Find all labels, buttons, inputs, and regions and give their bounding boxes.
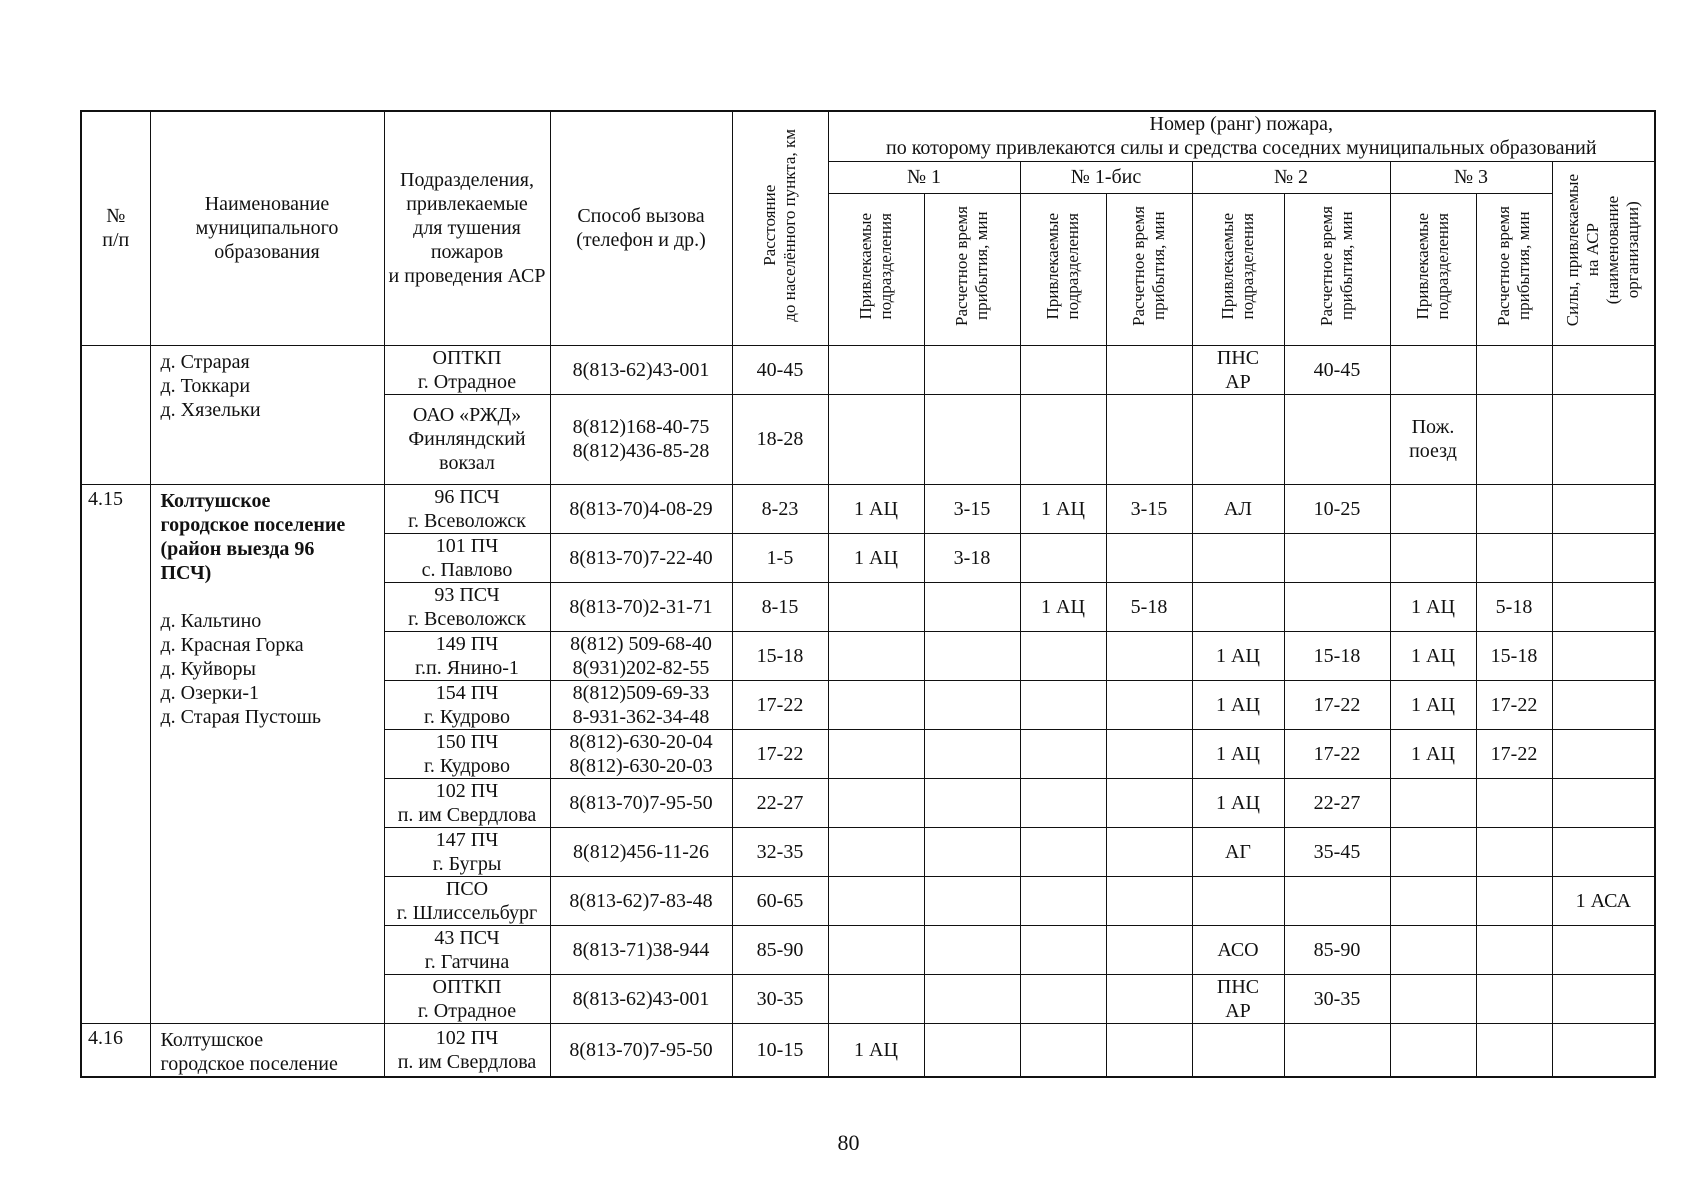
distance-cell: 17-22 bbox=[732, 680, 828, 729]
rank1-unit-cell bbox=[828, 925, 924, 974]
rank1-unit-cell bbox=[828, 974, 924, 1023]
header-units: Подразделения, привлекаемые для тушения пожаров и проведения АСР bbox=[384, 111, 550, 345]
unit-cell: 150 ПЧ г. Кудрово bbox=[384, 729, 550, 778]
phone-cell: 8(813-62)7-83-48 bbox=[550, 876, 732, 925]
asr-cell bbox=[1552, 394, 1655, 484]
asr-cell: 1 АСА bbox=[1552, 876, 1655, 925]
rank2-unit-cell: ПНС АР bbox=[1192, 974, 1284, 1023]
rank3-unit-cell: 1 АЦ bbox=[1390, 582, 1476, 631]
phone-cell: 8(812)168-40-75 8(812)436-85-28 bbox=[550, 394, 732, 484]
rank2-time-cell: 17-22 bbox=[1284, 729, 1390, 778]
sub-time-cell bbox=[1476, 193, 1552, 345]
distance-cell: 17-22 bbox=[732, 729, 828, 778]
rank1-time-cell bbox=[924, 778, 1020, 827]
rank2-unit-cell bbox=[1192, 533, 1284, 582]
distance-cell: 85-90 bbox=[732, 925, 828, 974]
header-asr-cell bbox=[1552, 161, 1655, 345]
rank1-unit-cell bbox=[828, 345, 924, 394]
header-rank-title: Номер (ранг) пожара, по которому привлекаются силы и средства соседних муниципальных образований bbox=[828, 111, 1655, 161]
rank1bis-time-cell: 5-18 bbox=[1106, 582, 1192, 631]
rank-1: № 1 bbox=[828, 161, 1020, 193]
rank3-unit-cell bbox=[1390, 925, 1476, 974]
header-asr: Силы, привлекаемые на АСР (наименование организации) bbox=[1563, 173, 1643, 327]
sub-units-cell bbox=[1390, 193, 1476, 345]
rank1bis-unit-cell bbox=[1020, 729, 1106, 778]
rank3-unit-cell bbox=[1390, 827, 1476, 876]
rank3-unit-cell bbox=[1390, 974, 1476, 1023]
phone-cell: 8(812)456-11-26 bbox=[550, 827, 732, 876]
rank3-time-cell bbox=[1476, 925, 1552, 974]
rank2-unit-cell: 1 АЦ bbox=[1192, 729, 1284, 778]
rank1bis-unit-cell bbox=[1020, 876, 1106, 925]
rank1bis-time-cell bbox=[1106, 1023, 1192, 1077]
unit-cell: 96 ПСЧ г. Всеволожск bbox=[384, 484, 550, 533]
distance-cell: 18-28 bbox=[732, 394, 828, 484]
rank2-unit-cell bbox=[1192, 394, 1284, 484]
asr-cell bbox=[1552, 484, 1655, 533]
asr-cell bbox=[1552, 533, 1655, 582]
rank3-time-cell bbox=[1476, 394, 1552, 484]
sub-time-cell bbox=[924, 193, 1020, 345]
rank1-unit-cell bbox=[828, 827, 924, 876]
unit-cell: 147 ПЧ г. Бугры bbox=[384, 827, 550, 876]
rank1bis-unit-cell bbox=[1020, 631, 1106, 680]
unit-cell: 102 ПЧ п. им Свердлова bbox=[384, 1023, 550, 1077]
rank1bis-unit-cell bbox=[1020, 778, 1106, 827]
rank1-time-cell: 3-18 bbox=[924, 533, 1020, 582]
rank1bis-unit-cell: 1 АЦ bbox=[1020, 582, 1106, 631]
rank1bis-unit-cell bbox=[1020, 827, 1106, 876]
header-name: Наименование муниципального образования bbox=[150, 111, 384, 345]
unit-cell: ОПТКП г. Отрадное bbox=[384, 345, 550, 394]
phone-cell: 8(813-70)7-95-50 bbox=[550, 1023, 732, 1077]
rank1bis-unit-cell bbox=[1020, 533, 1106, 582]
rank1bis-time-cell bbox=[1106, 394, 1192, 484]
rank2-time-cell bbox=[1284, 533, 1390, 582]
asr-cell bbox=[1552, 631, 1655, 680]
asr-cell bbox=[1552, 729, 1655, 778]
rank2-time-cell: 35-45 bbox=[1284, 827, 1390, 876]
rank2-unit-cell: ПНС АР bbox=[1192, 345, 1284, 394]
rank3-time-cell bbox=[1476, 778, 1552, 827]
rank3-unit-cell: 1 АЦ bbox=[1390, 680, 1476, 729]
unit-cell: 101 ПЧ с. Павлово bbox=[384, 533, 550, 582]
sub-time: Расчетное время прибытия, мин bbox=[1317, 206, 1356, 326]
header-num: № п/п bbox=[81, 111, 150, 345]
header-call: Способ вызова (телефон и др.) bbox=[550, 111, 732, 345]
sub-time-cell bbox=[1106, 193, 1192, 345]
table-row bbox=[81, 1023, 1655, 1077]
rank1-unit-cell bbox=[828, 582, 924, 631]
unit-cell: 102 ПЧ п. им Свердлова bbox=[384, 778, 550, 827]
rank1bis-unit-cell bbox=[1020, 680, 1106, 729]
table-header bbox=[81, 111, 1655, 345]
settlement-list: д. Кальтино д. Красная Горка д. Куйворы д. Озерки-1 д. Старая Пустошь bbox=[160, 609, 322, 728]
rank1-time-cell bbox=[924, 925, 1020, 974]
row-number-cell bbox=[81, 345, 150, 484]
phone-cell: 8(813-70)4-08-29 bbox=[550, 484, 732, 533]
rank1-time-cell bbox=[924, 876, 1020, 925]
rank2-time-cell: 15-18 bbox=[1284, 631, 1390, 680]
rank2-unit-cell: АГ bbox=[1192, 827, 1284, 876]
sub-time: Расчетное время прибытия, мин bbox=[952, 206, 991, 326]
asr-cell bbox=[1552, 778, 1655, 827]
settlement-list: д. Страрая д. Токкари д. Хязельки bbox=[150, 345, 384, 484]
unit-cell: 154 ПЧ г. Кудрово bbox=[384, 680, 550, 729]
rank1-time-cell bbox=[924, 631, 1020, 680]
distance-cell: 1-5 bbox=[732, 533, 828, 582]
rank1bis-time-cell bbox=[1106, 778, 1192, 827]
sub-time-cell bbox=[1284, 193, 1390, 345]
rank3-time-cell: 5-18 bbox=[1476, 582, 1552, 631]
phone-cell: 8(813-70)2-31-71 bbox=[550, 582, 732, 631]
sub-units-cell bbox=[828, 193, 924, 345]
asr-cell bbox=[1552, 925, 1655, 974]
rank1-unit-cell bbox=[828, 876, 924, 925]
rank1bis-time-cell bbox=[1106, 827, 1192, 876]
rank3-unit-cell bbox=[1390, 533, 1476, 582]
table-row bbox=[81, 484, 1655, 533]
rank2-time-cell: 10-25 bbox=[1284, 484, 1390, 533]
rank3-time-cell bbox=[1476, 345, 1552, 394]
distance-cell: 8-23 bbox=[732, 484, 828, 533]
asr-cell bbox=[1552, 345, 1655, 394]
rank2-unit-cell: 1 АЦ bbox=[1192, 778, 1284, 827]
rank1bis-time-cell bbox=[1106, 729, 1192, 778]
rank3-time-cell bbox=[1476, 827, 1552, 876]
rank1-unit-cell bbox=[828, 631, 924, 680]
asr-cell bbox=[1552, 582, 1655, 631]
rank2-time-cell: 40-45 bbox=[1284, 345, 1390, 394]
unit-cell: ПСО г. Шлиссельбург bbox=[384, 876, 550, 925]
distance-cell: 32-35 bbox=[732, 827, 828, 876]
rank1bis-unit-cell bbox=[1020, 925, 1106, 974]
phone-cell: 8(812)509-69-33 8-931-362-34-48 bbox=[550, 680, 732, 729]
rank1-time-cell bbox=[924, 582, 1020, 631]
rank1-unit-cell bbox=[828, 680, 924, 729]
phone-cell: 8(813-71)38-944 bbox=[550, 925, 732, 974]
rank-2: № 2 bbox=[1192, 161, 1390, 193]
rank3-unit-cell: Пож. поезд bbox=[1390, 394, 1476, 484]
distance-cell: 60-65 bbox=[732, 876, 828, 925]
rank3-time-cell: 17-22 bbox=[1476, 729, 1552, 778]
asr-cell bbox=[1552, 680, 1655, 729]
page-number: 80 bbox=[837, 1130, 860, 1155]
rank1bis-unit-cell bbox=[1020, 974, 1106, 1023]
rank2-time-cell bbox=[1284, 394, 1390, 484]
rank2-time-cell: 17-22 bbox=[1284, 680, 1390, 729]
sub-units: Привлекаемые подразделения bbox=[856, 212, 895, 320]
rank1bis-time-cell bbox=[1106, 925, 1192, 974]
sub-time: Расчетное время прибытия, мин bbox=[1129, 206, 1168, 326]
unit-cell: 43 ПСЧ г. Гатчина bbox=[384, 925, 550, 974]
rank3-unit-cell bbox=[1390, 876, 1476, 925]
rank1bis-time-cell bbox=[1106, 345, 1192, 394]
rank1bis-unit-cell bbox=[1020, 394, 1106, 484]
distance-cell: 10-15 bbox=[732, 1023, 828, 1077]
rank1-unit-cell bbox=[828, 778, 924, 827]
rank2-time-cell: 85-90 bbox=[1284, 925, 1390, 974]
sub-units: Привлекаемые подразделения bbox=[1043, 212, 1082, 320]
distance-cell: 15-18 bbox=[732, 631, 828, 680]
distance-cell: 40-45 bbox=[732, 345, 828, 394]
rank1bis-time-cell bbox=[1106, 680, 1192, 729]
rank1-unit-cell bbox=[828, 394, 924, 484]
unit-cell: ОАО «РЖД» Финляндский вокзал bbox=[384, 394, 550, 484]
rank1bis-time-cell: 3-15 bbox=[1106, 484, 1192, 533]
row-number: 4.16 bbox=[81, 1023, 150, 1077]
rank1-time-cell bbox=[924, 827, 1020, 876]
unit-cell: 93 ПСЧ г. Всеволожск bbox=[384, 582, 550, 631]
rank1-time-cell bbox=[924, 974, 1020, 1023]
rank2-time-cell bbox=[1284, 1023, 1390, 1077]
distance-cell: 8-15 bbox=[732, 582, 828, 631]
rank2-time-cell: 22-27 bbox=[1284, 778, 1390, 827]
rank1bis-unit-cell: 1 АЦ bbox=[1020, 484, 1106, 533]
rank2-time-cell: 30-35 bbox=[1284, 974, 1390, 1023]
municipality-title: Колтушское городское поселение (район выезда 96 ПСЧ) bbox=[160, 489, 346, 584]
rank3-time-cell bbox=[1476, 533, 1552, 582]
rank3-unit-cell: 1 АЦ bbox=[1390, 729, 1476, 778]
rank1-time-cell bbox=[924, 680, 1020, 729]
table-body bbox=[81, 345, 1655, 1077]
phone-cell: 8(813-62)43-001 bbox=[550, 974, 732, 1023]
rank1-time-cell: 3-15 bbox=[924, 484, 1020, 533]
rank2-unit-cell bbox=[1192, 876, 1284, 925]
fire-response-table bbox=[80, 110, 1656, 1078]
unit-cell: 149 ПЧ г.п. Янино-1 bbox=[384, 631, 550, 680]
rank1-time-cell bbox=[924, 394, 1020, 484]
phone-cell: 8(813-62)43-001 bbox=[550, 345, 732, 394]
rank1bis-time-cell bbox=[1106, 876, 1192, 925]
asr-cell bbox=[1552, 1023, 1655, 1077]
rank2-unit-cell bbox=[1192, 1023, 1284, 1077]
rank3-unit-cell bbox=[1390, 484, 1476, 533]
rank3-time-cell: 17-22 bbox=[1476, 680, 1552, 729]
rank3-unit-cell bbox=[1390, 1023, 1476, 1077]
rank1bis-unit-cell bbox=[1020, 1023, 1106, 1077]
header-distance: Расстояние до населённого пункта, км bbox=[760, 128, 799, 322]
rank2-unit-cell: 1 АЦ bbox=[1192, 680, 1284, 729]
distance-cell: 22-27 bbox=[732, 778, 828, 827]
sub-units-cell bbox=[1020, 193, 1106, 345]
sub-units-cell bbox=[1192, 193, 1284, 345]
phone-cell: 8(813-70)7-22-40 bbox=[550, 533, 732, 582]
rank3-time-cell bbox=[1476, 876, 1552, 925]
rank1-time-cell bbox=[924, 345, 1020, 394]
rank1bis-time-cell bbox=[1106, 533, 1192, 582]
rank2-unit-cell: 1 АЦ bbox=[1192, 631, 1284, 680]
rank2-unit-cell: АЛ bbox=[1192, 484, 1284, 533]
rank3-unit-cell: 1 АЦ bbox=[1390, 631, 1476, 680]
phone-cell: 8(812) 509-68-40 8(931)202-82-55 bbox=[550, 631, 732, 680]
sub-units: Привлекаемые подразделения bbox=[1218, 212, 1257, 320]
rank1-unit-cell: 1 АЦ bbox=[828, 533, 924, 582]
phone-cell: 8(813-70)7-95-50 bbox=[550, 778, 732, 827]
rank2-unit-cell bbox=[1192, 582, 1284, 631]
row-number: 4.15 bbox=[81, 484, 150, 1023]
municipality-title: Колтушское городское поселение bbox=[150, 1023, 384, 1077]
rank2-unit-cell: АСО bbox=[1192, 925, 1284, 974]
unit-cell: ОПТКП г. Отрадное bbox=[384, 974, 550, 1023]
rank3-time-cell bbox=[1476, 974, 1552, 1023]
rank3-unit-cell bbox=[1390, 778, 1476, 827]
rank1bis-time-cell bbox=[1106, 631, 1192, 680]
rank-1bis: № 1-бис bbox=[1020, 161, 1192, 193]
asr-cell bbox=[1552, 827, 1655, 876]
sub-time: Расчетное время прибытия, мин bbox=[1494, 206, 1533, 326]
rank1bis-time-cell bbox=[1106, 974, 1192, 1023]
distance-cell: 30-35 bbox=[732, 974, 828, 1023]
rank1-unit-cell bbox=[828, 729, 924, 778]
rank3-time-cell: 15-18 bbox=[1476, 631, 1552, 680]
municipality-cell bbox=[150, 484, 384, 1023]
rank3-time-cell bbox=[1476, 1023, 1552, 1077]
header-distance-cell bbox=[732, 111, 828, 345]
rank3-unit-cell bbox=[1390, 345, 1476, 394]
table-row bbox=[81, 345, 1655, 394]
rank2-time-cell bbox=[1284, 582, 1390, 631]
rank1-unit-cell: 1 АЦ bbox=[828, 484, 924, 533]
rank-3: № 3 bbox=[1390, 161, 1552, 193]
asr-cell bbox=[1552, 974, 1655, 1023]
rank1-time-cell bbox=[924, 1023, 1020, 1077]
phone-cell: 8(812)-630-20-04 8(812)-630-20-03 bbox=[550, 729, 732, 778]
rank1bis-unit-cell bbox=[1020, 345, 1106, 394]
rank2-time-cell bbox=[1284, 876, 1390, 925]
sub-units: Привлекаемые подразделения bbox=[1413, 212, 1452, 320]
rank1-unit-cell: 1 АЦ bbox=[828, 1023, 924, 1077]
rank1-time-cell bbox=[924, 729, 1020, 778]
rank3-time-cell bbox=[1476, 484, 1552, 533]
